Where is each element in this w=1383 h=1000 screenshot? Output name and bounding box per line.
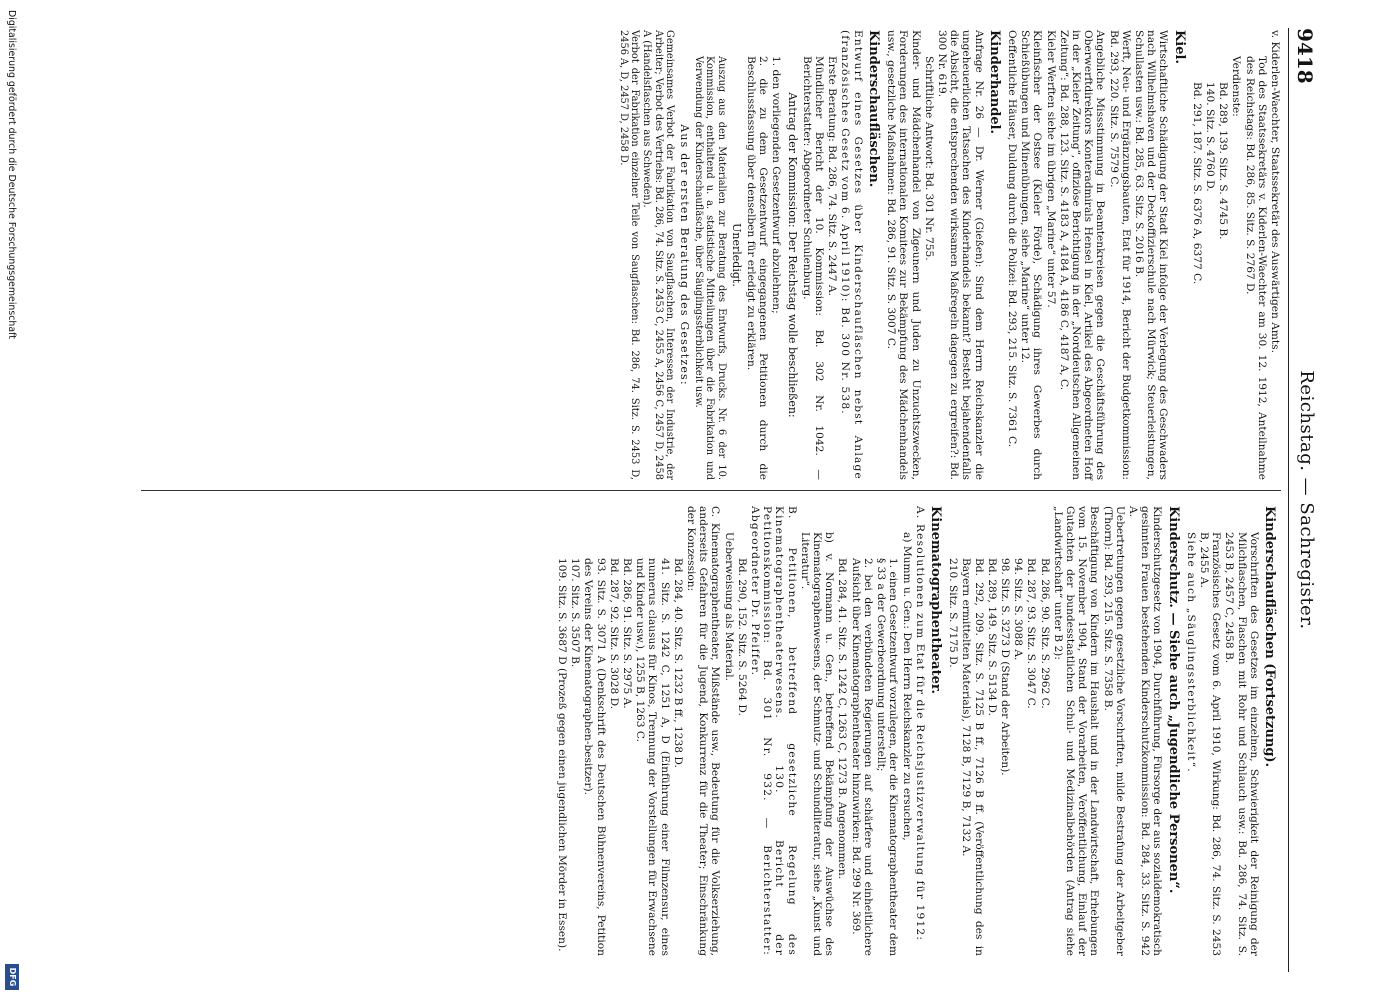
column-divider <box>141 490 1281 491</box>
page-number: 9418 <box>1293 28 1317 84</box>
footer <box>0 0 21 1000</box>
left-column-entry: Oeffentliche Häuser, Duldung durch die Polizei: Bd. 293, 215. Sitz. S. 7361 C. <box>1005 30 1018 448</box>
page-title: Reichstag. — Sachregister. <box>1296 370 1317 630</box>
left-column-entry: 1. den vorliegenden Gesetzentwurf abzulehnen; <box>770 56 783 314</box>
header-rule <box>1288 28 1289 972</box>
right-column <box>555 506 1281 956</box>
left-column-entry: Mündlicher Bericht der 10. Kommission: Bd. 302 Nr. 1042. — Berichterstatter: Abgeordneter Schulenburg. <box>800 56 826 480</box>
right-column-heading: Kinematographentheater. <box>927 506 943 695</box>
right-column-entry: Bd. 286, 91. Sitz. S. 2975 A. <box>621 558 634 709</box>
right-column-entry: 210. Sitz. S. 7175 D. <box>947 558 960 668</box>
right-column-entry: a) Mumm u. Gen.: Den Herrn Reichskanzler zu ersuchen, <box>900 532 913 841</box>
right-column-entry: Ueberweisung als Material. <box>722 532 735 681</box>
left-column-heading: Kiel. <box>1171 30 1187 64</box>
left-column-entry: Unerledigt. <box>729 223 743 287</box>
right-column-heading: Kinderschaufläschen (Fortsetzung). <box>1262 506 1277 768</box>
right-column-entry: b) v. Normann u. Gen., betreffend Bekämpfung der Auswüchse des Kinematographenwesens, der Schmutz- und Schundliteratur, siehe „Kunst und Literatur“. <box>798 532 836 956</box>
left-column-heading: Kinderhandel. <box>986 30 1002 135</box>
right-column-entry: 2. bei den verbündeten Regierungen auf schärfere und einheitlichere Aufsicht über Kinematographentheater hinzuwirken: Bd. 299 Nr. 369. <box>849 558 874 956</box>
right-column-entry: Bd. 284, 41. Sitz. S. 1242 C, 1263 C, 1273 B. Angenommen. <box>836 558 849 880</box>
right-column-entry: Vorschriften des Gesetzes im einzelnen, Schwierigkeit der Reinigung der Milchflaschen, Flaschen mit Rohr und Schlauch usw.: Bd. 286, 74. Sitz. S. 2453 B, 2457 C, 2458 B. <box>1223 532 1260 956</box>
left-column-entry: 140. Sitz. S. 4760 D. <box>1203 82 1216 192</box>
left-column-entry: Bd. 291, 187. Sitz. S. 6376 A, 6377 C. <box>1190 82 1203 285</box>
left-column-entry: Antrag der Kommission: Der Reichstag wolle beschließen: <box>785 92 799 418</box>
right-column-entry: Bd. 292, 209. Sitz. S. 7125 B ff., 7126 B ff. (Veröffentlichung des in Bayern ermittelten Materials), 7128 B, 7129 B, 7132 A. <box>960 558 985 956</box>
right-column-entry: Bd. 290, 152. Sitz. S. 5264 D. <box>735 558 748 716</box>
left-column <box>617 30 1281 480</box>
left-column-entry: Kinder- und Mädchenhandel von Zigeunern und Juden zu Unzuchtszwecken, Forderungen des internationalen Komitees zur Bekämpfung des Mädchenhandels usw., gesetzliche Maßnahmen: Bd. 286, 91. Sitz. S. 3007 C. <box>885 30 922 480</box>
right-column-entry: Siehe auch „Säuglingssterblichkeit“. <box>1184 532 1197 773</box>
left-column-entry: Wirtschaftliche Schädigung der Stadt Kiel infolge der Verlegung des Geschwaders nach Wilhelmshaven und der Deckoffizierschule nach Mürwick; Steuerleistungen, Schullasten usw.: Bd. 285, 63. Sitz. S. 2016 B. <box>1132 30 1170 480</box>
page-header <box>1289 28 1317 972</box>
right-column-entry: 41. Sitz. S. 1242 C, 1251 A, D (Einführung einer Filmzensur, eines numerus clausus für Kinos, Trennung der Vorstellungen für Erwachsene und Kinder usw.), 1255 B, 1263 C. <box>634 558 671 956</box>
right-column-entry: Bd. 284, 40. Sitz. S. 1232 B ff., 1238 D. <box>671 558 684 768</box>
right-column-entry: 109. Sitz. S. 3687 D (Prozeß gegen einen jugendlichen Mörder in Essen). <box>556 558 569 952</box>
right-column-entry: Bd. 286, 90. Sitz. S. 2962 C. <box>1038 558 1051 709</box>
left-column-entry: Kieler Werften siehe im übrigen „Marine“ unter 57. <box>1044 30 1057 308</box>
funding-note: Digitalisierung gefördert durch die Deutsche Forschungsgemeinschaft <box>6 10 17 339</box>
left-column-entry: Angebliche Missstimmung in Beamtenkreisen gegen die Geschäftsführung des Oberwerftdirektors Konteradmirals Hensel in Kiel, Artikel des Abgeordneten Hoff in der „Kieler Zeitung“, offiziöse Berichtigung in der „Norddeutschen Allgemeinen Zeitung“: Bd. 288, 123. Sitz. S. 4183 A, 4184 A, 4186 C, 4187 A, C. <box>1057 30 1107 480</box>
right-column-entry: Bd. 287, 93. Sitz. S. 3047 C. <box>1025 558 1038 709</box>
left-column-heading: Kinderschaufläschen. <box>865 30 881 188</box>
left-column-entry: Verbot der Fabrikation einzelner Teile von Saugflaschen: Bd. 286, 74. Sitz. S. 2453 D, 2456 A, D, 2457 D, 2458 D. <box>618 30 641 480</box>
left-column-entry: Tod des Staatssekretärs v. Kiderlen-Waechter am 30. 12. 1912, Anteilnahme des Reichstags: Bd. 286, 85. Sitz. S. 2767 D. <box>1243 56 1268 480</box>
right-column-entry: 94. Sitz. S. 3088 A. <box>1012 558 1025 661</box>
right-column-entry: 1. einen Gesetzentwurf vorzulegen, der die Kinematographentheater dem § 33 a der Gewerbeordnung unterstellt; <box>875 558 900 956</box>
left-column-entry: Bd. 289, 139. Sitz. S. 4745 B. <box>1217 82 1230 240</box>
left-column-entry: Auszug aus den Materialien zur Beratung des Entwurfs, Drucks. Nr. 6 der 10. Kommission, enthaltend u. a. statistische Mitteilungen über die Fabrikation und Verwendung der Kinderschaufläsche, über Säuglingssterblichkeit usw. <box>693 56 727 480</box>
left-column-entry: Gemeinsames Verbot der Fabrikation von Saugflaschen, Interessen der Industrie, der Arbeiter; Verbot des Vertriebs: Bd. 286, 74. Sitz. S. 2453 C, 2455 A, 2456 C, 2457 D, 2458 A (Handelsflaschen aus Schweden). <box>641 30 675 480</box>
left-column-entry: 2. die zu dem Gesetzentwurf eingegangenen Petitionen durch die Beschlussfassung über denselben für erledigt zu erklären. <box>745 56 770 480</box>
left-column-entry: Kleinfischer der Ostsee (Kieler Förde), Schädigung ihres Gewerbes durch Schießübungen und Minenübungen, siehe „Marine“ unter 12. <box>1019 30 1044 480</box>
right-column-entry: B. Petitionen, betreffend gesetzliche Regelung des Kinematographentheaterwesens. 130. Bericht der Petitionskommission: Bd. 301 Nr. 932. — Berichterstatter: Abgeordneter Dr. Pfeiffer. <box>749 506 798 956</box>
right-column-entry: Bd. 287, 92. Sitz. S. 3028 D. <box>607 558 620 710</box>
right-column-entry: Beschäftigung von Kindern im Haushalt und in der Landwirtschaft, Erhebungen vom 15. November 1904, Stand der Vorarbeiten, Veröffentlichung, Einlauf der Gutachten der bundesstaatlichen Schul- und Medizinalbehörden (Antrag siehe „Landwirtschaft“ unter B 2): <box>1051 506 1101 956</box>
left-column-entry: Anfrage Nr. 26 — Dr. Werner (Gießen): Sind dem Herrn Reichskanzler die ungeheuerlichen Tatsachen des Kinderhandels bekannt? Besteht bejahendenfalls die Absicht, die entsprechenden wirksamen Maßregeln dagegen zu ergreifen?: Bd. 300 Nr. 619. <box>935 30 985 480</box>
right-column-entry: Kinderschutzgesetz von 1904, Durchführung, Fürsorge der aus sozialdemokratisch gesinnten Frauen bestehenden Kinderschutzkommission: Bd. 284, 33. Sitz. S. 942 A. <box>1126 506 1164 956</box>
right-column-entry: Uebertretungen gegen gesetzliche Vorschriften, milde Bestrafung der Arbeitgeber (Thorn): Bd. 293, 215. Sitz. S. 7358 B. <box>1101 506 1126 956</box>
left-column-entry: Werft, Neu- und Ergänzungsbauten, Etat für 1914, Bericht der Budgetkommission: Bd. 293, 220. Sitz. S. 7579 C. <box>1107 30 1132 480</box>
right-column-entry: A. Resolutionen zum Etat für die Reichsjustizverwaltung für 1912: <box>913 506 926 942</box>
right-column-entry: 93. Sitz. S. 3071 A (Denkschrift des Deutschen Bühnenvereins, Petition des Vereins der Kinematographen-besitzer). <box>582 558 607 956</box>
right-column-heading: Kinderschutz. — Siehe auch „Jugendliche Personen“. <box>1165 506 1181 894</box>
right-column-entry: C. Kinematographentheater, Mißstände usw., Bedeutung für die Volkserziehung, anderseits Gefahren für die Jugend, Konkurrenz für die Theater; Einschränkung der Konzession: <box>685 506 722 956</box>
left-column-entry: v. Kiderlen-Waechter, Staatssekretär des Auswärtigen Amts. <box>1269 30 1281 353</box>
right-column-entry: 107. Sitz. S. 3507 B. <box>569 558 582 668</box>
right-column-entry: Bd. 289, 149. Sitz. S. 5134 D. <box>985 558 998 716</box>
dfg-logo: DFG <box>5 964 19 990</box>
left-column-entry: Verdienste: <box>1230 56 1243 117</box>
right-column-entry: Französisches Gesetz vom 6. April 1910, Wirkung: Bd. 286, 74. Sitz. S. 2453 B, 2455 A. <box>1197 532 1223 956</box>
left-column-entry: Entwurf eines Gesetzes über Kinderschaufläschen nebst Anlage (französisches Gesetz vom 6. April 1910): Bd. 300 Nr. 538. <box>839 30 864 480</box>
left-column-entry: Schriftliche Antwort: Bd. 301 Nr. 755. <box>922 56 935 261</box>
left-column-entry: Erste Beratung: Bd. 286, 74. Sitz. S. 2447 A. <box>826 56 839 296</box>
right-column-entry: 98. Sitz. S. 3273 D (Stand der Arbeiten). <box>998 558 1011 776</box>
left-column-entry: Aus der ersten Beratung des Gesetzes: <box>678 124 692 386</box>
